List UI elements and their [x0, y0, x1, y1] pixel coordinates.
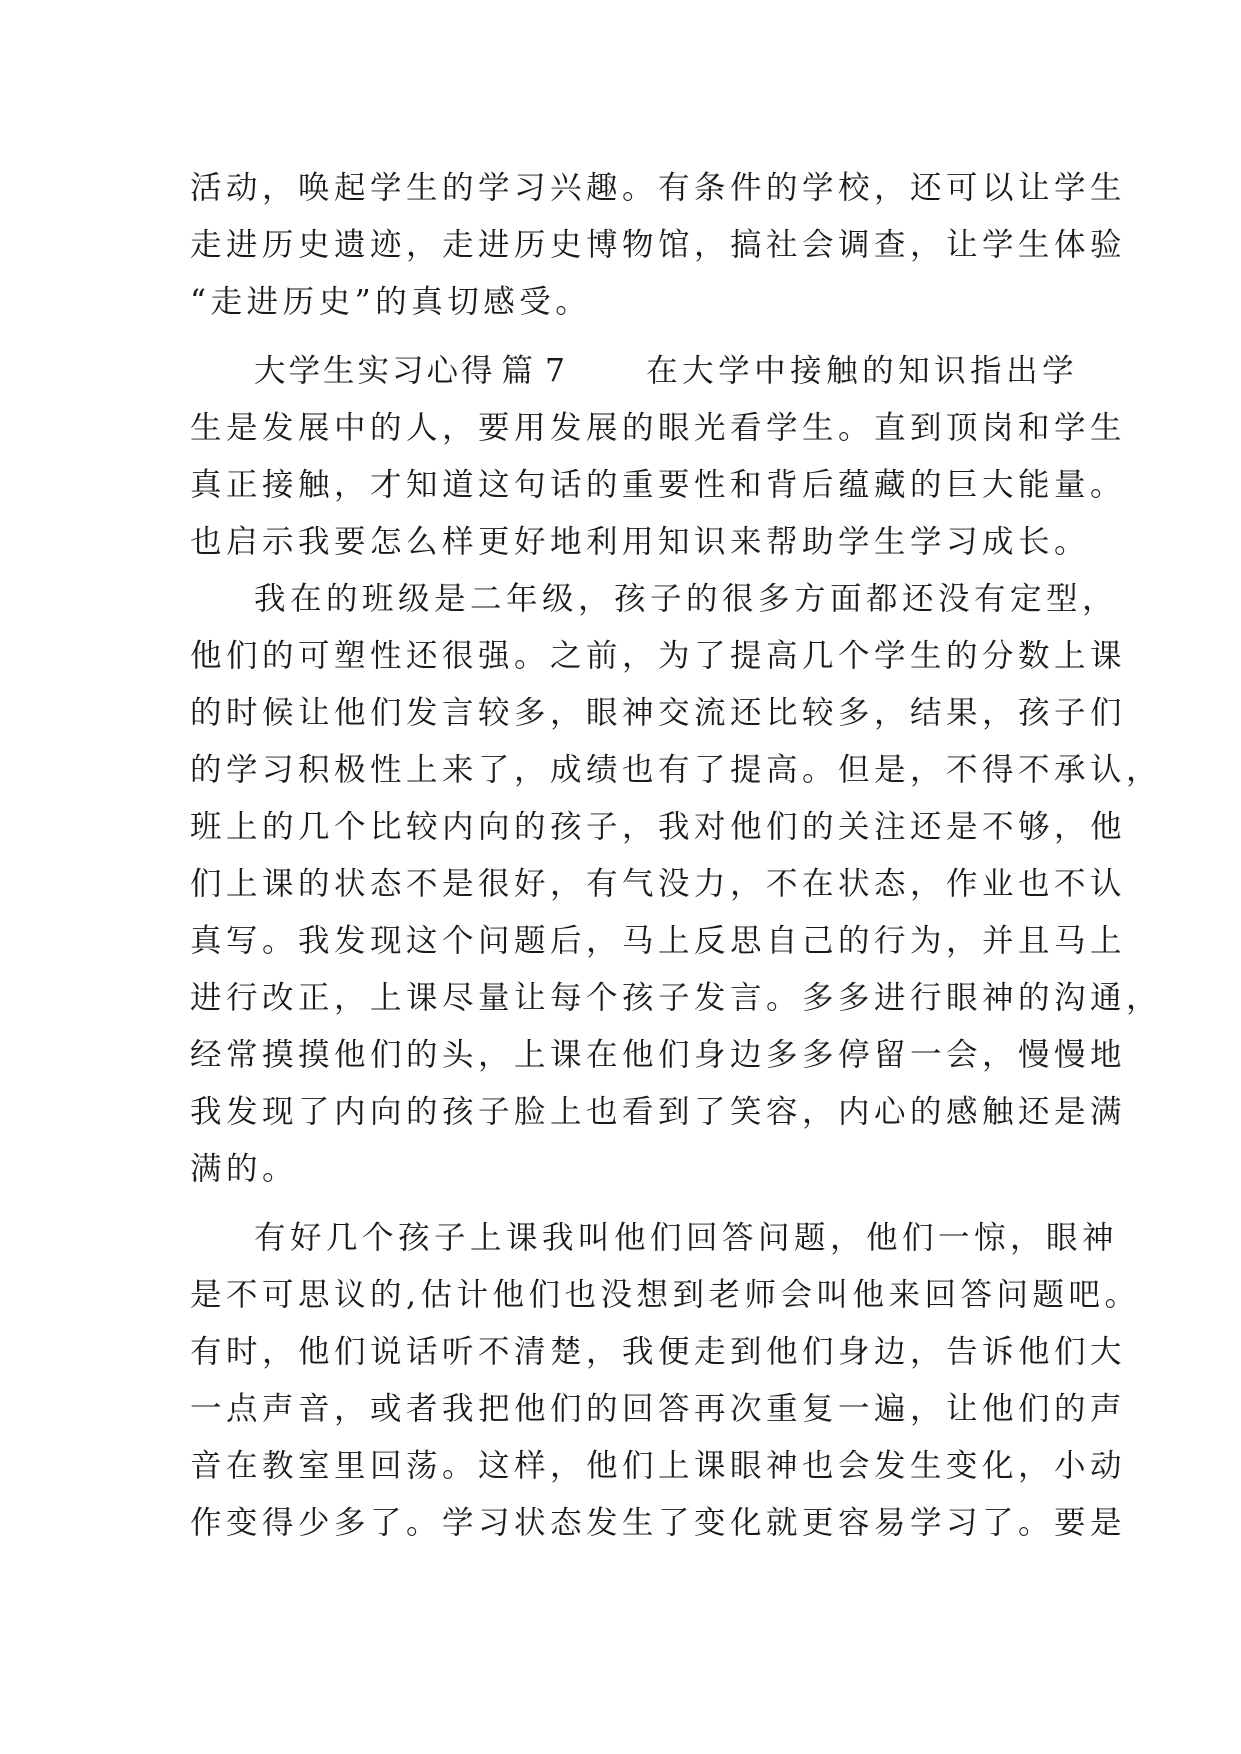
text-line: 有好几个孩子上课我叫他们回答问题，他们一惊，眼神: [254, 1220, 1119, 1256]
text-line: 经常摸摸他们的头，上课在他们身边多多停留一会，慢慢地: [190, 1037, 1127, 1073]
text-line: 也启示我要怎么样更好地利用知识来帮助学生学习成长。: [190, 524, 1091, 560]
text-line: 音在教室里回荡。这样，他们上课眼神也会发生变化，小动: [190, 1448, 1127, 1484]
section-heading: 大学生实习心得: [254, 353, 496, 389]
text-line: 活动，唤起学生的学习兴趣。有条件的学校，还可以让学生: [190, 170, 1127, 206]
text-line: 班上的几个比较内向的孩子，我对他们的关注还是不够，他: [190, 809, 1127, 845]
section-number: 篇 7: [501, 353, 567, 389]
paragraph-gap: [190, 1198, 1060, 1210]
text-line: 走进历史遗迹，走进历史博物馆，搞社会调查，让学生体验: [190, 227, 1127, 263]
text-line: 作变得少多了。学习状态发生了变化就更容易学习了。要是: [190, 1505, 1127, 1541]
section-heading-line: [190, 343, 1079, 400]
text-line: 进行改正，上课尽量让每个孩子发言。多多进行眼神的沟通，: [190, 980, 1163, 1016]
text-line: “走进历史”的真切感受。: [190, 284, 592, 320]
text-line: 的时候让他们发言较多，眼神交流还比较多，结果，孩子们: [190, 695, 1127, 731]
document-body: [190, 160, 1163, 1552]
text-line: 他们的可塑性还很强。之前，为了提高几个学生的分数上课: [190, 638, 1127, 674]
text-line: 我发现了内向的孩子脸上也看到了笑容，内心的感触还是满: [190, 1094, 1127, 1130]
text-line: 真正接触，才知道这句话的重要性和背后蕴藏的巨大能量。: [190, 467, 1127, 503]
text-line: 们上课的状态不是很好，有气没力，不在状态，作业也不认: [190, 866, 1127, 902]
text-line: 真写。我发现这个问题后，马上反思自己的行为，并且马上: [190, 923, 1127, 959]
text-line: 我在的班级是二年级，孩子的很多方面都还没有定型，: [254, 581, 1119, 617]
text-line: 满的。: [190, 1151, 299, 1187]
text-line: 生是发展中的人，要用发展的眼光看学生。直到顶岗和学生: [190, 410, 1127, 446]
paragraph-gap: [190, 331, 1060, 343]
text-line: 一点声音，或者我把他们的回答再次重复一遍，让他们的声: [190, 1391, 1127, 1427]
text-line: 有时，他们说话听不清楚，我便走到他们身边，告诉他们大: [190, 1334, 1127, 1370]
paragraph-lead: 在大学中接触的知识指出学: [646, 353, 1079, 389]
text-line: 是不可思议的,估计他们也没想到老师会叫他来回答问题吧。: [190, 1277, 1141, 1313]
text-line: 的学习积极性上来了，成绩也有了提高。但是，不得不承认，: [190, 752, 1163, 788]
